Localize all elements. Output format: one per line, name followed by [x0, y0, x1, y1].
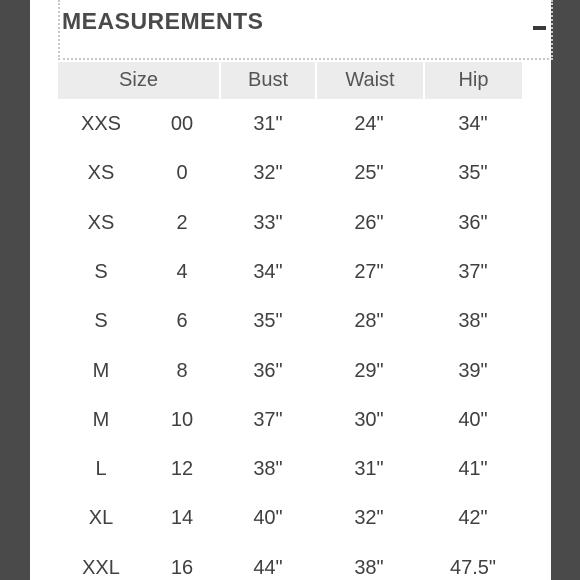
size-number: 4 [176, 261, 188, 283]
size-number: 0 [176, 162, 188, 184]
waist-value: 28" [354, 310, 384, 332]
waist-value: 26" [354, 212, 384, 234]
size-number: 10 [170, 409, 194, 431]
minus-icon[interactable] [532, 17, 548, 39]
bust-value: 31" [253, 113, 283, 135]
bust-value: 44" [253, 557, 283, 579]
size-number: 12 [170, 458, 194, 480]
size-number: 2 [176, 212, 188, 234]
waist-value: 32" [354, 507, 384, 529]
header-bust: Bust [221, 62, 315, 99]
waist-value: 29" [354, 360, 384, 382]
waist-value: 30" [354, 409, 384, 431]
hip-value: 35" [458, 162, 488, 184]
hip-value: 47.5" [449, 557, 497, 579]
hip-value: 42" [458, 507, 488, 529]
measurements-panel [30, 0, 551, 580]
size-number: 16 [170, 557, 194, 579]
size-number: 00 [170, 113, 194, 135]
size-label: S [94, 261, 108, 283]
waist-value: 38" [354, 557, 384, 579]
bust-value: 32" [253, 162, 283, 184]
hip-value: 41" [458, 458, 488, 480]
bust-value: 37" [253, 409, 283, 431]
hip-value: 39" [458, 360, 488, 382]
size-number: 8 [176, 360, 188, 382]
size-label: M [92, 360, 110, 382]
size-label: XXL [82, 557, 120, 579]
section-title: MEASUREMENTS [62, 8, 264, 34]
hip-value: 36" [458, 212, 488, 234]
size-label: L [95, 458, 107, 480]
section-header[interactable] [58, 0, 553, 60]
hip-value: 34" [458, 113, 488, 135]
header-size: Size [58, 62, 219, 99]
waist-value: 25" [354, 162, 384, 184]
waist-value: 31" [354, 458, 384, 480]
waist-value: 24" [354, 113, 384, 135]
bust-value: 36" [253, 360, 283, 382]
bust-value: 38" [253, 458, 283, 480]
size-label: S [94, 310, 108, 332]
header-hip: Hip [425, 62, 522, 99]
bust-value: 33" [253, 212, 283, 234]
size-label: XL [88, 507, 114, 529]
bust-value: 34" [253, 261, 283, 283]
size-number: 14 [170, 507, 194, 529]
hip-value: 38" [458, 310, 488, 332]
bust-value: 35" [253, 310, 283, 332]
size-label: XS [87, 212, 115, 234]
waist-value: 27" [354, 261, 384, 283]
hip-value: 40" [458, 409, 488, 431]
size-label: M [92, 409, 110, 431]
size-label: XS [87, 162, 115, 184]
size-number: 6 [176, 310, 188, 332]
hip-value: 37" [458, 261, 488, 283]
bust-value: 40" [253, 507, 283, 529]
header-waist: Waist [317, 62, 423, 99]
size-label: XXS [80, 113, 122, 135]
